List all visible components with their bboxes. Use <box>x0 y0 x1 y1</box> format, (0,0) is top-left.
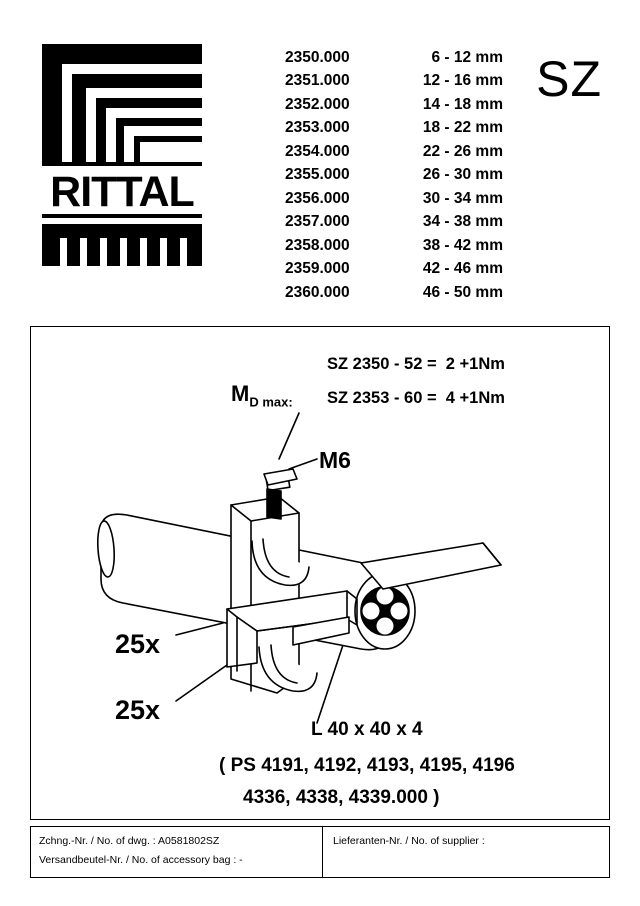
part-model: 2360.000 <box>285 283 350 301</box>
accessory-bag-number: Versandbeutel-Nr. / No. of accessory bag : - <box>39 854 243 866</box>
torque-symbol: $M_{D max:}$ <box>231 381 293 410</box>
leader-qty-2 <box>176 665 227 701</box>
rittal-logo <box>42 44 202 264</box>
table-row <box>285 281 515 305</box>
part-model: 2354.000 <box>285 142 350 160</box>
logo-wordmark: RITTAL <box>42 162 202 218</box>
leader-m6 <box>289 459 317 469</box>
parts-table <box>285 46 515 305</box>
table-row <box>285 234 515 258</box>
screw-head-top <box>264 469 297 485</box>
torque-spec-line-2: SZ 2353 - 60 = 4 +1Nm <box>327 389 505 407</box>
leader-qty-1 <box>176 623 223 635</box>
angle-profile-label: L 40 x 40 x 4 <box>311 719 423 740</box>
footer-left-cell <box>31 827 323 877</box>
screw-size-label: M6 <box>319 447 351 473</box>
part-model: 2351.000 <box>285 72 350 90</box>
table-row <box>285 187 515 211</box>
part-model: 2356.000 <box>285 189 350 207</box>
drawing-number: Zchng.-Nr. / No. of dwg. : A0581802SZ <box>39 835 220 847</box>
supplier-number: Lieferanten-Nr. / No. of supplier : <box>333 835 485 847</box>
header-section <box>30 32 610 302</box>
part-range: 38 - 42 mm <box>422 236 503 254</box>
table-row <box>285 258 515 282</box>
part-model: 2355.000 <box>285 166 350 184</box>
illustration-panel <box>30 326 610 820</box>
torque-spec-line-1: SZ 2350 - 52 = 2 +1Nm <box>327 355 505 373</box>
part-range: 26 - 30 mm <box>422 166 503 184</box>
part-range: 6 - 12 mm <box>431 48 503 66</box>
footer-title-block <box>30 826 610 878</box>
table-row <box>285 46 515 70</box>
flat-strap-top <box>361 543 501 589</box>
part-range: 22 - 26 mm <box>422 142 503 160</box>
part-model: 2359.000 <box>285 260 350 278</box>
part-range: 12 - 16 mm <box>422 72 503 90</box>
quantity-label-clamp: 25x <box>115 629 161 659</box>
screw-thread <box>267 489 281 519</box>
part-model: 2353.000 <box>285 119 350 137</box>
part-range: 46 - 50 mm <box>422 283 503 301</box>
series-label: SZ <box>536 51 602 107</box>
ps-reference-line-1: ( PS 4191, 4192, 4193, 4195, 4196 <box>219 755 515 776</box>
part-model: 2357.000 <box>285 213 350 231</box>
part-range: 30 - 34 mm <box>422 189 503 207</box>
footer-right-cell <box>323 827 609 877</box>
table-row <box>285 117 515 141</box>
quantity-label-bracket: 25x <box>115 695 161 725</box>
logo-bars-icon <box>42 224 202 266</box>
part-range: 42 - 46 mm <box>422 260 503 278</box>
part-model: 2352.000 <box>285 95 350 113</box>
table-row <box>285 140 515 164</box>
part-range: 14 - 18 mm <box>422 95 503 113</box>
part-range: 18 - 22 mm <box>422 119 503 137</box>
ps-reference-line-2: 4336, 4338, 4339.000 ) <box>243 787 440 808</box>
leader-torque <box>279 413 299 459</box>
part-model: 2350.000 <box>285 48 350 66</box>
table-row <box>285 211 515 235</box>
table-row <box>285 93 515 117</box>
part-range: 34 - 38 mm <box>422 213 503 231</box>
clamp-assembly-drawing <box>31 327 611 821</box>
rittal-nested-corner-logo-icon <box>42 44 202 164</box>
table-row <box>285 164 515 188</box>
part-model: 2358.000 <box>285 236 350 254</box>
table-row <box>285 70 515 94</box>
